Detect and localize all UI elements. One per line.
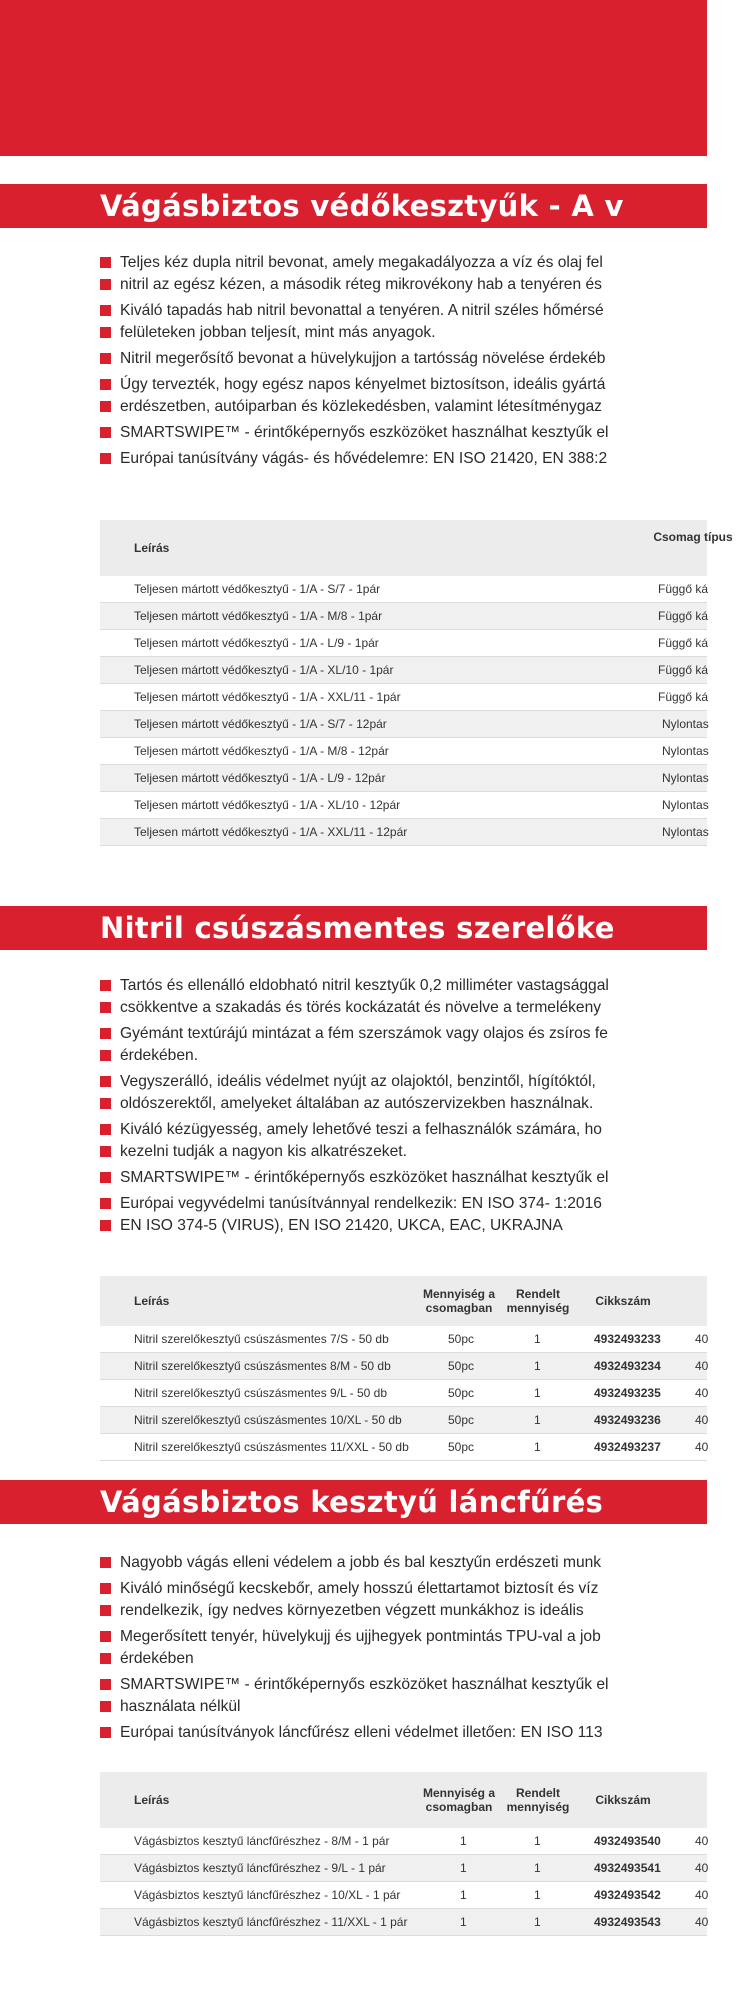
cell-qty: 1 bbox=[460, 1915, 467, 1929]
table-row bbox=[100, 792, 707, 819]
section-1-bullet-list bbox=[100, 252, 707, 474]
section-2-title: Nitril csúszásmentes szerelőke bbox=[0, 906, 707, 950]
bullet-item: használata nélkül bbox=[100, 1696, 707, 1718]
cell-description: Teljesen mártott védőkesztyű - 1/A - S/7 - 12pár bbox=[134, 717, 387, 731]
table-row bbox=[100, 765, 707, 792]
table-row bbox=[100, 684, 707, 711]
cell-description: Nitril szerelőkesztyű csúszásmentes 7/S - 50 db bbox=[134, 1332, 389, 1346]
header-qty-pack: Mennyiség a csomagban bbox=[422, 1786, 496, 1814]
cell-qty: 50pc bbox=[448, 1386, 475, 1400]
bullet-item: Teljes kéz dupla nitril bevonat, amely megakadályozza a víz és olaj fel bbox=[100, 252, 707, 274]
bullet-item: SMARTSWIPE™ - érintőképernyős eszközöket használhat kesztyűk el bbox=[100, 422, 707, 444]
cell-description: Nitril szerelőkesztyű csúszásmentes 10/XL - 50 db bbox=[134, 1413, 402, 1427]
bullet-item: Tartós és ellenálló eldobható nitril kesztyűk 0,2 milliméter vastagsággal bbox=[100, 975, 707, 997]
cell-qty: 1 bbox=[460, 1861, 467, 1875]
bullet-item: érdekében. bbox=[100, 1045, 707, 1067]
cell-package: Függő ká bbox=[658, 636, 709, 650]
cell-description: Nitril szerelőkesztyű csúszásmentes 11/XXL - 50 db bbox=[134, 1440, 409, 1454]
cell-description: Teljesen mártott védőkesztyű - 1/A - M/8 - 12pár bbox=[134, 744, 389, 758]
bullet-item: Európai vegyvédelmi tanúsítvánnyal rendelkezik: EN ISO 374- 1:2016 bbox=[100, 1193, 707, 1215]
cell-description: Teljesen mártott védőkesztyű - 1/A - XL/10 - 1pár bbox=[134, 663, 394, 677]
bullet-item: csökkentve a szakadás és törés kockázatát és növelve a termelékeny bbox=[100, 997, 707, 1019]
cell-extra: 40 bbox=[695, 1888, 709, 1902]
cell-article: 4932493542 bbox=[594, 1888, 661, 1902]
cell-package: Függő ká bbox=[658, 582, 709, 596]
header-order-qty: Rendelt mennyiség bbox=[506, 1287, 570, 1315]
cell-extra: 40 bbox=[695, 1440, 709, 1454]
cell-package: Függő ká bbox=[658, 690, 709, 704]
section-3-product-table bbox=[100, 1772, 707, 1936]
header-description: Leírás bbox=[134, 1294, 170, 1308]
bullet-item: SMARTSWIPE™ - érintőképernyős eszközöket használhat kesztyűk el bbox=[100, 1674, 707, 1696]
table-body bbox=[100, 1326, 707, 1461]
table-header bbox=[100, 1276, 707, 1326]
section-2-product-table bbox=[100, 1276, 707, 1461]
table-row bbox=[100, 657, 707, 684]
cell-package: Függő ká bbox=[658, 663, 709, 677]
cell-order: 1 bbox=[534, 1359, 541, 1373]
cell-description: Teljesen mártott védőkesztyű - 1/A - XXL/11 - 12pár bbox=[134, 825, 408, 839]
cell-extra: 40 bbox=[695, 1834, 709, 1848]
section-2-bullet-list bbox=[100, 975, 707, 1241]
cell-package: Nylontas bbox=[662, 771, 709, 785]
header-package-type: Csomag típus bbox=[653, 530, 733, 544]
cell-order: 1 bbox=[534, 1861, 541, 1875]
cell-description: Teljesen mártott védőkesztyű - 1/A - M/8 - 1pár bbox=[134, 609, 383, 623]
cell-package: Függő ká bbox=[658, 609, 709, 623]
cell-article: 4932493233 bbox=[594, 1332, 661, 1346]
cell-qty: 50pc bbox=[448, 1332, 475, 1346]
cell-article: 4932493543 bbox=[594, 1915, 661, 1929]
cell-article: 4932493234 bbox=[594, 1359, 661, 1373]
table-row bbox=[100, 1882, 707, 1909]
cell-package: Nylontas bbox=[662, 798, 709, 812]
section-1-title: Vágásbiztos védőkesztyűk - A v bbox=[0, 184, 707, 228]
table-body bbox=[100, 576, 707, 846]
bullet-item: oldószerektől, amelyeket általában az autószervizekben használnak. bbox=[100, 1093, 707, 1115]
header-order-qty: Rendelt mennyiség bbox=[506, 1786, 570, 1814]
header-article: Cikkszám bbox=[595, 1294, 651, 1308]
cell-extra: 40 bbox=[695, 1359, 709, 1373]
bullet-item: Kiváló tapadás hab nitril bevonattal a tenyéren. A nitril széles hőmérsé bbox=[100, 300, 707, 322]
cell-article: 4932493541 bbox=[594, 1861, 661, 1875]
bullet-item: Európai tanúsítványok láncfűrész elleni védelmet illetően: EN ISO 113 bbox=[100, 1722, 707, 1744]
cell-article: 4932493540 bbox=[594, 1834, 661, 1848]
table-row bbox=[100, 1407, 707, 1434]
bullet-item: erdészetben, autóiparban és közlekedésben, valamint létesítménygaz bbox=[100, 396, 707, 418]
bullet-item: Megerősített tenyér, hüvelykujj és ujjhegyek pontmintás TPU-val a job bbox=[100, 1626, 707, 1648]
cell-order: 1 bbox=[534, 1834, 541, 1848]
cell-description: Teljesen mártott védőkesztyű - 1/A - L/9 - 1pár bbox=[134, 636, 379, 650]
cell-extra: 40 bbox=[695, 1386, 709, 1400]
table-body bbox=[100, 1828, 707, 1936]
cell-description: Vágásbiztos kesztyű láncfűrészhez - 11/XXL - 1 pár bbox=[134, 1915, 408, 1929]
bullet-item: Kiváló minőségű kecskebőr, amely hosszú élettartamot biztosít és víz bbox=[100, 1578, 707, 1600]
bullet-item: nitril az egész kézen, a második réteg mikrovékony hab a tenyéren és bbox=[100, 274, 707, 296]
cell-description: Teljesen mártott védőkesztyű - 1/A - S/7 - 1pár bbox=[134, 582, 381, 596]
cell-description: Teljesen mártott védőkesztyű - 1/A - XXL/11 - 1pár bbox=[134, 690, 401, 704]
header-description: Leírás bbox=[134, 1793, 170, 1807]
table-row bbox=[100, 630, 707, 657]
table-row bbox=[100, 1380, 707, 1407]
cell-article: 4932493237 bbox=[594, 1440, 661, 1454]
cell-qty: 1 bbox=[460, 1834, 467, 1848]
bullet-item: EN ISO 374-5 (VIRUS), EN ISO 21420, UKCA, EAC, UKRAJNA bbox=[100, 1215, 707, 1237]
section-3-title: Vágásbiztos kesztyű láncfűrés bbox=[0, 1480, 707, 1524]
header-description: Leírás bbox=[134, 541, 170, 555]
bullet-item: kezelni tudják a nagyon kis alkatrészeket. bbox=[100, 1141, 707, 1163]
bullet-item: felületeken jobban teljesít, mint más anyagok. bbox=[100, 322, 707, 344]
section-1-product-table bbox=[100, 520, 733, 846]
cell-order: 1 bbox=[534, 1386, 541, 1400]
bullet-item: Nagyobb vágás elleni védelem a jobb és bal kesztyűn erdészeti munk bbox=[100, 1552, 707, 1574]
bullet-item: Nitril megerősítő bevonat a hüvelykujjon a tartósság növelése érdekéb bbox=[100, 348, 707, 370]
table-row bbox=[100, 1828, 707, 1855]
table-row bbox=[100, 1855, 707, 1882]
cell-order: 1 bbox=[534, 1440, 541, 1454]
cell-description: Vágásbiztos kesztyű láncfűrészhez - 9/L - 1 pár bbox=[134, 1861, 386, 1875]
cell-description: Vágásbiztos kesztyű láncfűrészhez - 10/XL - 1 pár bbox=[134, 1888, 401, 1902]
cell-package: Nylontas bbox=[662, 744, 709, 758]
header-article: Cikkszám bbox=[595, 1793, 651, 1807]
cell-order: 1 bbox=[534, 1413, 541, 1427]
cell-article: 4932493235 bbox=[594, 1386, 661, 1400]
bullet-item: Kiváló kézügyesség, amely lehetővé teszi a felhasználók számára, ho bbox=[100, 1119, 707, 1141]
bullet-item: Gyémánt textúrájú mintázat a fém szerszámok vagy olajos és zsíros fe bbox=[100, 1023, 707, 1045]
bullet-item: Európai tanúsítvány vágás- és hővédelemre: EN ISO 21420, EN 388:2 bbox=[100, 448, 707, 470]
table-row bbox=[100, 711, 707, 738]
cell-extra: 40 bbox=[695, 1413, 709, 1427]
bullet-item: rendelkezik, így nedves környezetben végzett munkákhoz is ideális bbox=[100, 1600, 707, 1622]
bullet-item: Vegyszerálló, ideális védelmet nyújt az olajoktól, benzintől, hígítóktól, bbox=[100, 1071, 707, 1093]
table-row bbox=[100, 576, 707, 603]
cell-qty: 1 bbox=[460, 1888, 467, 1902]
cell-description: Teljesen mártott védőkesztyű - 1/A - XL/10 - 12pár bbox=[134, 798, 401, 812]
cell-qty: 50pc bbox=[448, 1440, 475, 1454]
cell-extra: 40 bbox=[695, 1861, 709, 1875]
cell-extra: 40 bbox=[695, 1332, 709, 1346]
cell-order: 1 bbox=[534, 1332, 541, 1346]
section-3-bullet-list bbox=[100, 1552, 707, 1748]
cell-order: 1 bbox=[534, 1915, 541, 1929]
bullet-item: SMARTSWIPE™ - érintőképernyős eszközöket használhat kesztyűk el bbox=[100, 1167, 707, 1189]
bullet-item: érdekében bbox=[100, 1648, 707, 1670]
cell-description: Vágásbiztos kesztyű láncfűrészhez - 8/M - 1 pár bbox=[134, 1834, 390, 1848]
table-row bbox=[100, 738, 707, 765]
cell-article: 4932493236 bbox=[594, 1413, 661, 1427]
cell-order: 1 bbox=[534, 1888, 541, 1902]
cell-extra: 40 bbox=[695, 1915, 709, 1929]
header-qty-pack: Mennyiség a csomagban bbox=[422, 1287, 496, 1315]
table-header bbox=[100, 520, 733, 576]
table-row bbox=[100, 1326, 707, 1353]
table-row bbox=[100, 603, 707, 630]
table-row bbox=[100, 819, 707, 846]
cell-description: Teljesen mártott védőkesztyű - 1/A - L/9 - 12pár bbox=[134, 771, 386, 785]
cell-package: Nylontas bbox=[662, 825, 709, 839]
cell-description: Nitril szerelőkesztyű csúszásmentes 9/L - 50 db bbox=[134, 1386, 387, 1400]
table-row bbox=[100, 1353, 707, 1380]
table-header bbox=[100, 1772, 707, 1828]
table-row bbox=[100, 1909, 707, 1936]
cell-package: Nylontas bbox=[662, 717, 709, 731]
cell-qty: 50pc bbox=[448, 1413, 475, 1427]
cell-description: Nitril szerelőkesztyű csúszásmentes 8/M - 50 db bbox=[134, 1359, 391, 1373]
top-red-banner bbox=[0, 0, 707, 156]
table-row bbox=[100, 1434, 707, 1461]
cell-qty: 50pc bbox=[448, 1359, 475, 1373]
bullet-item: Úgy tervezték, hogy egész napos kényelmet biztosítson, ideális gyártá bbox=[100, 374, 707, 396]
